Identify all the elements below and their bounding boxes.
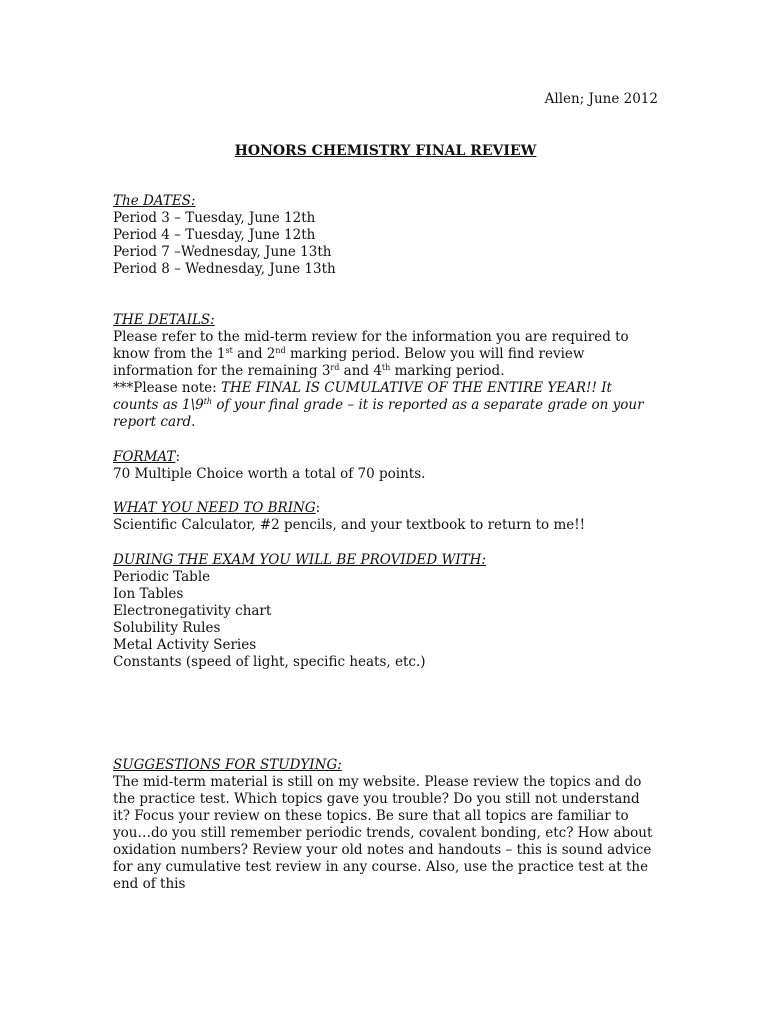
bring-heading-line: WHAT YOU NEED TO BRING: [113, 500, 321, 516]
suggestions-text: The mid-term material is still on my website. Please review the topics and do the practice test. Which topics gave you trouble? Do you still not understand it? Focus your review on these topics. Be sure that all topics are familiar to you…do you still remember periodic trends, covalent bonding, etc? How about oxidation numbers? Review your old notes and handouts – this is sound advice for any cumulative test review in any course. Also, use the practice test at the end of this [113, 774, 653, 892]
dates-heading: The DATES: [113, 193, 196, 209]
provided-section [113, 552, 658, 671]
provided-item: Ion Tables [113, 586, 184, 602]
details-paragraph: Please refer to the mid-term review for the information you are required to know from the 1st and 2nd marking period. Below you will find review information for the remaining 3rd and 4th marking period. [113, 329, 629, 379]
details-heading: THE DETAILS: [113, 312, 215, 328]
suggestions-heading: SUGGESTIONS FOR STUDYING: [113, 757, 342, 773]
provided-item: Periodic Table [113, 569, 211, 585]
dates-item: Period 4 – Tuesday, June 12th [113, 227, 316, 243]
bring-text: Scientific Calculator, #2 pencils, and your textbook to return to me!! [113, 517, 586, 533]
provided-heading: DURING THE EXAM YOU WILL BE PROVIDED WITH: [113, 552, 486, 568]
provided-item: Solubility Rules [113, 620, 221, 636]
format-heading: FORMAT [113, 449, 176, 465]
dates-section [113, 193, 658, 278]
format-heading-line: FORMAT: [113, 449, 180, 465]
format-section [113, 449, 658, 483]
author-date: Allen; June 2012 [544, 91, 658, 107]
details-note: ***Please note: THE FINAL IS CUMULATIVE OF THE ENTIRE YEAR!! It counts as 1\9th of your final grade – it is reported as a separate grade on your report card. [113, 380, 644, 430]
bring-section [113, 500, 658, 534]
format-text: 70 Multiple Choice worth a total of 70 points. [113, 466, 426, 482]
provided-item: Constants (speed of light, specific heats, etc.) [113, 654, 426, 670]
page-title: HONORS CHEMISTRY FINAL REVIEW [234, 143, 537, 159]
dates-item: Period 8 – Wednesday, June 13th [113, 261, 336, 277]
note-emphasis: THE FINAL IS CUMULATIVE OF THE ENTIRE YEAR!! It counts as 1\9th of your final grade – it is reported as a separate grade on your report card [113, 380, 644, 430]
details-section [113, 312, 658, 431]
dates-item: Period 3 – Tuesday, June 12th [113, 210, 316, 226]
suggestions-section [113, 757, 658, 893]
provided-item: Metal Activity Series [113, 637, 257, 653]
dates-item: Period 7 –Wednesday, June 13th [113, 244, 332, 260]
bring-heading: WHAT YOU NEED TO BRING [113, 500, 316, 516]
provided-item: Electronegativity chart [113, 603, 272, 619]
